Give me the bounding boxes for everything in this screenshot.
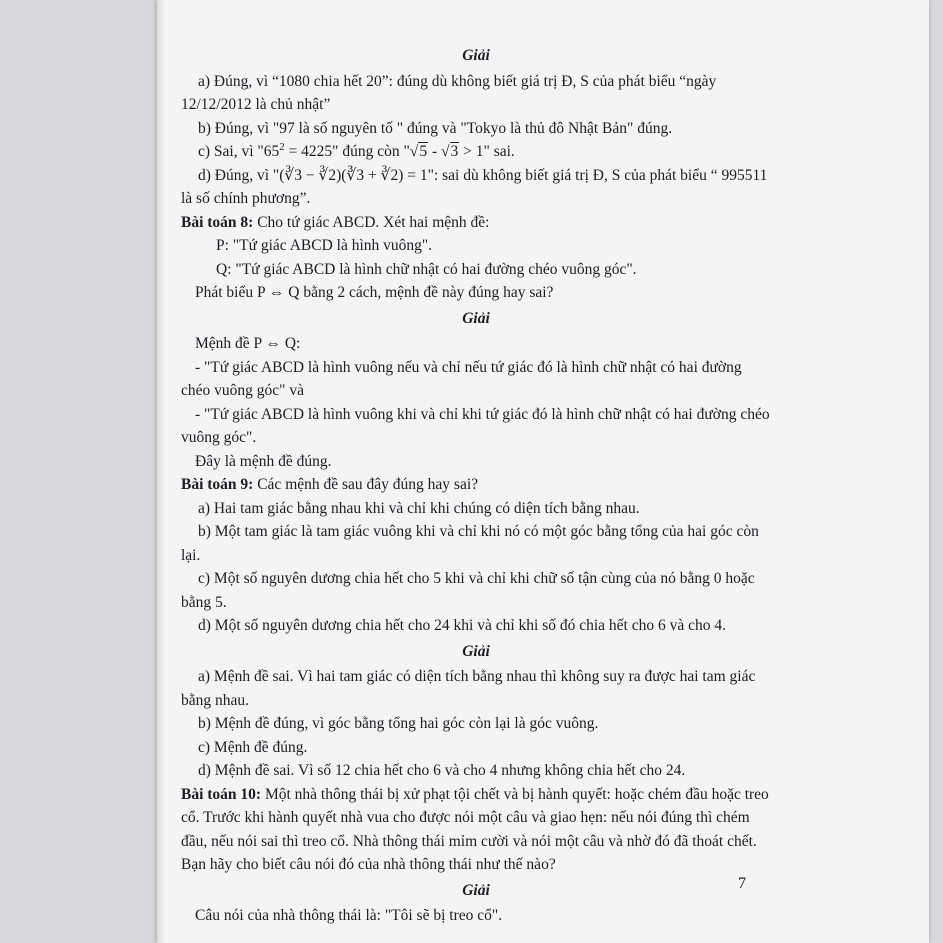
problem-9-a: a) Hai tam giác bằng nhau khi và chỉ khi chúng có diện tích bằng nhau. bbox=[198, 499, 640, 517]
solution-part-a: a) Đúng, vì “1080 chia hết 20”: đúng dù không biết giá trị Đ, S của phát biểu “ngày 12/12/2012 là chủ nhật” bbox=[181, 72, 717, 113]
part-c-m2: - √ bbox=[428, 143, 450, 160]
problem-9-text: Các mệnh đề sau đây đúng hay sai? bbox=[253, 476, 479, 493]
problem-10-text: Một nhà thông thái bị xử phạt tội chết và bị hành quyết: hoặc chém đầu hoặc treo cổ. Trước khi hành quyết nhà vua cho được nói một câu và giao hẹn: nếu nói đúng thì chém đầu, nếu nói sai thì treo cổ. Nhà thông thái mỉm cười và nói một câu và nhờ đó đã thoát chết. Bạn hãy cho biết câu nói đó của nhà thông thái như thế nào? bbox=[181, 785, 769, 873]
problem-9-solution-a: a) Mệnh đề sai. Vì hai tam giác có diện tích bằng nhau thì không suy ra được hai tam giác bằng nhau. bbox=[181, 668, 756, 709]
solution-heading: Giải bbox=[462, 47, 490, 64]
problem-8-statement-p: P: "Tứ giác ABCD là hình vuông". bbox=[216, 237, 433, 254]
problem-9 bbox=[181, 473, 771, 497]
solution-part-b: b) Đúng, vì "97 là số nguyên tố " đúng và "Tokyo là thủ đô Nhật Bản" đúng. bbox=[198, 119, 673, 137]
problem-8-statement-q: Q: "Tứ giác ABCD là hình chữ nhật có hai đường chéo vuông góc". bbox=[216, 260, 637, 278]
part-c-pre: c) Sai, vì "65 bbox=[198, 143, 280, 160]
problem-8-question: Phát biểu P ⇔ Q bằng 2 cách, mệnh đề này đúng hay sai? bbox=[195, 284, 554, 301]
solution-heading: Giải bbox=[462, 642, 490, 660]
problem-8 bbox=[181, 211, 771, 235]
problem-9-solution-d: d) Mệnh đề sai. Vì số 12 chia hết cho 6 và cho 4 nhưng không chia hết cho 24. bbox=[198, 762, 686, 779]
problem-8-solution-2: - "Tứ giác ABCD là hình vuông nếu và chỉ nếu tứ giác đó là hình chữ nhật có hai đường chéo vuông góc" và bbox=[181, 358, 742, 399]
problem-8-solution-3: - "Tứ giác ABCD là hình vuông khi và chỉ khi tứ giác đó là hình chữ nhật có hai đường chéo vuông góc". bbox=[181, 405, 770, 446]
problem-9-solution-c: c) Mệnh đề đúng. bbox=[198, 738, 308, 756]
problem-10-label: Bài toán 10: bbox=[181, 785, 262, 803]
part-c-radicand-2: 3 bbox=[450, 143, 459, 160]
problem-8-label: Bài toán 8: bbox=[181, 213, 254, 231]
problem-8-solution-4: Đây là mệnh đề đúng. bbox=[195, 452, 332, 470]
part-c-mid: = 4225" đúng còn "√ bbox=[284, 143, 419, 160]
part-c-post: > 1" sai. bbox=[459, 143, 515, 160]
solution-part-c bbox=[181, 140, 771, 164]
page-number: 7 bbox=[738, 875, 746, 892]
problem-9-solution-b: b) Mệnh đề đúng, vì góc bằng tổng hai góc còn lại là góc vuông. bbox=[198, 715, 599, 732]
problem-9-c: c) Một số nguyên dương chia hết cho 5 khi và chỉ khi chữ số tận cùng của nó bằng 0 hoặc bằng 5. bbox=[181, 570, 755, 611]
problem-8-text: Cho tứ giác ABCD. Xét hai mệnh đề: bbox=[253, 213, 490, 231]
problem-9-d: d) Một số nguyên dương chia hết cho 24 khi và chỉ khi số đó chia hết cho 6 và cho 4. bbox=[198, 617, 726, 634]
problem-10-solution: Câu nói của nhà thông thái là: "Tôi sẽ bị treo cổ". bbox=[195, 907, 503, 924]
problem-9-b: b) Một tam giác là tam giác vuông khi và chỉ khi nó có một góc bằng tổng của hai góc còn lại. bbox=[181, 523, 759, 564]
problem-10 bbox=[181, 783, 771, 877]
part-c-exponent: 2 bbox=[279, 140, 285, 153]
solution-heading: Giải bbox=[462, 309, 490, 327]
book-page bbox=[157, 0, 929, 943]
problem-9-label: Bài toán 9: bbox=[181, 476, 254, 493]
part-c-radicand-1: 5 bbox=[419, 143, 428, 160]
solution-heading: Giải bbox=[462, 881, 490, 899]
problem-8-solution-1: Mệnh đề P ⇔ Q: bbox=[195, 335, 301, 352]
page-body bbox=[181, 42, 771, 928]
solution-part-d: d) Đúng, vì "(∛3 − ∛2)(∛3 + ∛2) = 1": sai dù không biết giá trị Đ, S của phát biểu “ 995511 là số chính phương”. bbox=[181, 166, 768, 207]
